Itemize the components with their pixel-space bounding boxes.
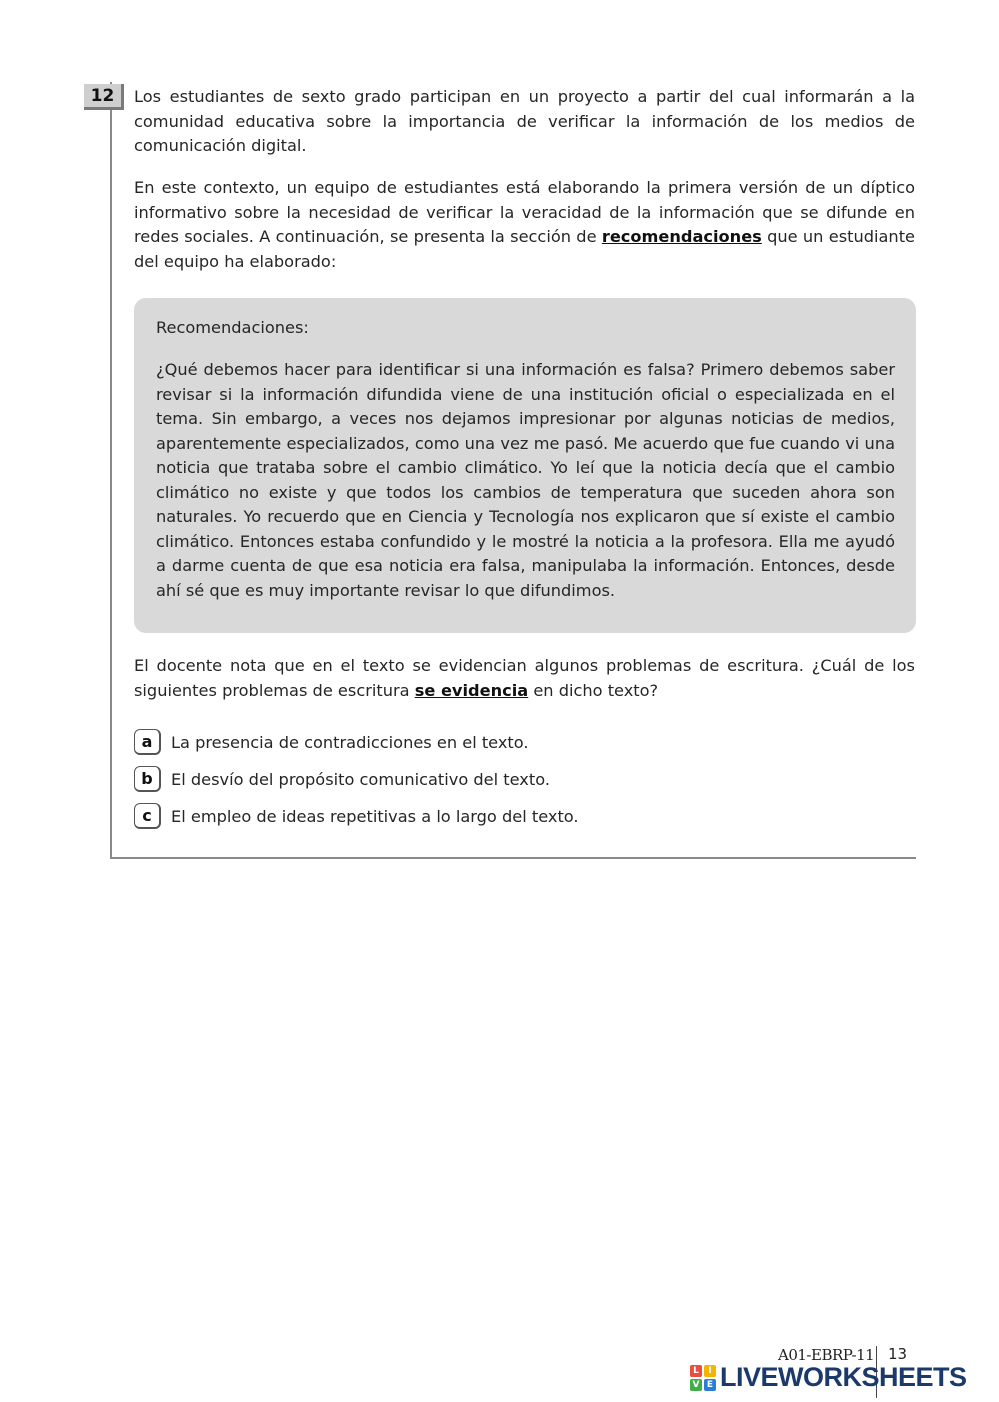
question-prompt — [134, 654, 915, 703]
option-b[interactable] — [134, 766, 550, 792]
page-number: 13 — [888, 1345, 908, 1363]
option-c-text: El empleo de ideas repetitivas a lo largo del texto. — [171, 806, 579, 826]
option-b-letter[interactable]: b — [134, 766, 161, 792]
recommendations-box — [134, 298, 916, 633]
intro-2-emphasis: recomendaciones — [601, 227, 762, 246]
intro-paragraph-1: Los estudiantes de sexto grado participan en un proyecto a partir del cual informarán a la comunidad educativa sobre la importancia de verificar la información de los medios de comunicación digital. — [134, 87, 915, 155]
option-c[interactable] — [134, 803, 579, 829]
option-c-letter[interactable]: c — [134, 803, 161, 829]
question-number: 12 — [84, 84, 124, 110]
recommendations-body: ¿Qué debemos hacer para identificar si una información es falsa? Primero debemos saber revisar si la información difundida viene de una institución oficial o especializada en el tema. Sin embargo, a veces nos dejamos impresionar por algunas noticias de medios, aparentemente especializados, como una vez me pasó. Me acuerdo que fue cuando vi una noticia que trataba sobre el cambio climático. Yo leí que la noticia decía que el cambio climático no existe y que todos los cambios de temperatura que suceden ahora son naturales. Yo recuerdo que en Ciencia y Tecnología nos explicaron que sí existe el cambio climático. Entonces estaba confundido y le mostré la noticia a la profesora. Ella me ayudó a darme cuenta de que esa noticia era falsa, manipulaba la información. Entonces, desde ahí sé que es muy importante revisar lo que difundimos. — [156, 360, 895, 600]
option-b-text: El desvío del propósito comunicativo del texto. — [171, 769, 550, 789]
prompt-part-a: El docente nota que en el texto se evidencian algunos problemas de escritura. ¿Cuál de los siguientes problemas de escritura — [134, 656, 915, 700]
intro-paragraph-2 — [134, 176, 915, 274]
booklet-code: A01-EBRP-11 — [778, 1346, 875, 1364]
liveworksheets-grid-icon — [690, 1365, 716, 1391]
option-a-letter[interactable]: a — [134, 729, 161, 755]
intro-2-part-b: que un estudiante del equipo ha elaborado: — [134, 227, 915, 271]
option-a-text: La presencia de contradicciones en el texto. — [171, 732, 529, 752]
logo-tile-l: L — [690, 1365, 702, 1377]
prompt-part-b: en dicho texto? — [528, 680, 659, 700]
logo-tile-e: E — [704, 1379, 716, 1391]
logo-tile-i: I — [704, 1365, 716, 1377]
liveworksheets-logo[interactable] — [690, 1362, 967, 1393]
option-a[interactable] — [134, 729, 529, 755]
logo-tile-v: V — [690, 1379, 702, 1391]
recommendations-title: Recomendaciones: — [156, 318, 309, 337]
intro-2-part-a: En este contexto, un equipo de estudiantes está elaborando la primera versión de un díptico informativo sobre la necesidad de verificar la veracidad de la información que se difunde en redes sociales. A continuación, se presenta la sección de — [134, 178, 915, 246]
prompt-emphasis: se evidencia — [414, 680, 529, 700]
liveworksheets-wordmark: LIVEWORKSHEETS — [720, 1362, 967, 1392]
